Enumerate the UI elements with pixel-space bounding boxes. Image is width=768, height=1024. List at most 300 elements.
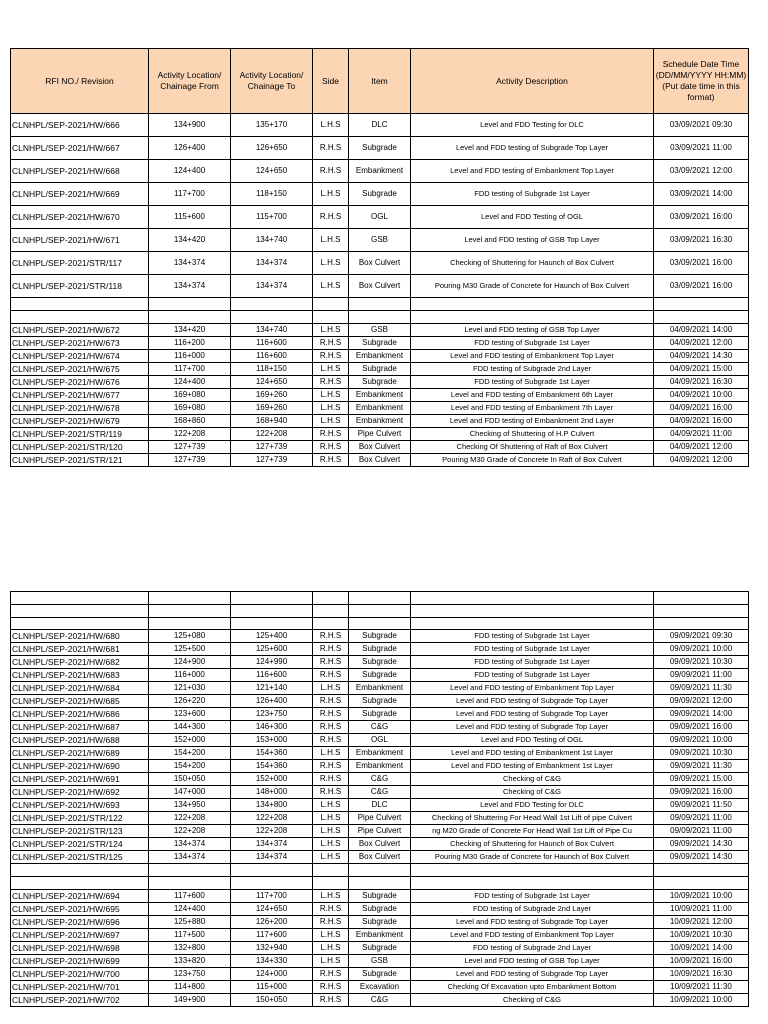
cell-rfi-no: CLNHPL/SEP-2021/HW/695 (11, 903, 149, 916)
cell-rfi-no: CLNHPL/SEP-2021/HW/688 (11, 734, 149, 747)
rfi-table-top (10, 48, 749, 467)
cell-chainage-to: 150+050 (231, 994, 313, 1007)
cell-activity-description: FDD testing of Subgrade 1st Layer (411, 337, 654, 350)
cell-side: R.H.S (313, 376, 349, 389)
cell-chainage-from: 134+420 (149, 229, 231, 252)
cell-chainage-from: 133+820 (149, 955, 231, 968)
cell-schedule-date: 09/09/2021 14:30 (654, 851, 749, 864)
cell-schedule-date: 09/09/2021 10:30 (654, 747, 749, 760)
cell-schedule-date: 10/09/2021 10:00 (654, 994, 749, 1007)
cell-item: C&G (349, 721, 411, 734)
cell-chainage-to: 115+700 (231, 206, 313, 229)
cell-rfi-no: CLNHPL/SEP-2021/HW/673 (11, 337, 149, 350)
cell-schedule-date: 09/09/2021 12:00 (654, 695, 749, 708)
cell-schedule-date: 10/09/2021 11:30 (654, 981, 749, 994)
cell-chainage-to: 126+400 (231, 695, 313, 708)
cell-rfi-no: CLNHPL/SEP-2021/HW/689 (11, 747, 149, 760)
cell-schedule-date: 04/09/2021 10:00 (654, 389, 749, 402)
cell-schedule-date: 04/09/2021 11:00 (654, 428, 749, 441)
cell-side: R.H.S (313, 206, 349, 229)
cell-side: R.H.S (313, 160, 349, 183)
cell-chainage-to: 125+600 (231, 643, 313, 656)
cell-rfi-no: CLNHPL/SEP-2021/HW/677 (11, 389, 149, 402)
cell-activity-description: FDD testing of Subgrade 1st Layer (411, 183, 654, 206)
cell-rfi-no: CLNHPL/SEP-2021/HW/676 (11, 376, 149, 389)
spacer-rows (11, 298, 749, 324)
table-row (11, 669, 749, 682)
cell-rfi-no: CLNHPL/SEP-2021/HW/693 (11, 799, 149, 812)
cell-chainage-from: 126+220 (149, 695, 231, 708)
cell-side: L.H.S (313, 114, 349, 137)
table-row (11, 825, 749, 838)
cell-schedule-date: 09/09/2021 11:30 (654, 760, 749, 773)
cell-activity-description: FDD testing of Subgrade 1st Layer (411, 669, 654, 682)
cell-item: Excavation (349, 981, 411, 994)
cell-chainage-to: 121+140 (231, 682, 313, 695)
cell-chainage-to: 169+260 (231, 402, 313, 415)
cell-item: Subgrade (349, 916, 411, 929)
cell-chainage-to: 122+208 (231, 812, 313, 825)
cell-activity-description: Level and FDD Testing of OGL (411, 734, 654, 747)
cell-schedule-date: 04/09/2021 16:00 (654, 415, 749, 428)
cell-activity-description: FDD testing of Subgrade 2nd Layer (411, 903, 654, 916)
cell-schedule-date: 10/09/2021 10:00 (654, 890, 749, 903)
table-row (11, 695, 749, 708)
cell-item: Subgrade (349, 656, 411, 669)
cell-activity-description: Level and FDD testing of Subgrade Top Layer (411, 916, 654, 929)
cell-side: R.H.S (313, 903, 349, 916)
cell-item: Subgrade (349, 643, 411, 656)
cell-rfi-no: CLNHPL/SEP-2021/STR/121 (11, 454, 149, 467)
header-side: Side (313, 49, 349, 114)
cell-schedule-date: 04/09/2021 12:00 (654, 441, 749, 454)
cell-rfi-no: CLNHPL/SEP-2021/HW/694 (11, 890, 149, 903)
cell-chainage-from: 116+200 (149, 337, 231, 350)
cell-activity-description: Checking of C&G (411, 773, 654, 786)
table-row (11, 643, 749, 656)
cell-chainage-to: 117+700 (231, 890, 313, 903)
cell-chainage-from: 117+500 (149, 929, 231, 942)
cell-schedule-date: 09/09/2021 15:00 (654, 773, 749, 786)
table-row (11, 786, 749, 799)
cell-side: R.H.S (313, 708, 349, 721)
cell-side: R.H.S (313, 137, 349, 160)
cell-chainage-to: 146+300 (231, 721, 313, 734)
table-row (11, 183, 749, 206)
cell-chainage-to: 154+360 (231, 747, 313, 760)
table-row (11, 851, 749, 864)
cell-rfi-no: CLNHPL/SEP-2021/HW/684 (11, 682, 149, 695)
cell-chainage-to: 134+374 (231, 851, 313, 864)
cell-chainage-from: 144+300 (149, 721, 231, 734)
cell-schedule-date: 09/09/2021 11:30 (654, 682, 749, 695)
cell-chainage-to: 132+940 (231, 942, 313, 955)
cell-chainage-to: 154+360 (231, 760, 313, 773)
table-row (11, 916, 749, 929)
cell-schedule-date: 04/09/2021 16:30 (654, 376, 749, 389)
cell-chainage-from: 168+860 (149, 415, 231, 428)
cell-activity-description: Level and FDD Testing for DLC (411, 114, 654, 137)
table-row (11, 350, 749, 363)
cell-rfi-no: CLNHPL/SEP-2021/HW/680 (11, 630, 149, 643)
table-row (11, 812, 749, 825)
cell-side: R.H.S (313, 734, 349, 747)
cell-activity-description: Level and FDD testing of GSB Top Layer (411, 229, 654, 252)
cell-side: R.H.S (313, 786, 349, 799)
cell-item: Box Culvert (349, 838, 411, 851)
block-1-body (11, 114, 749, 298)
cell-activity-description: ng M20 Grade of Concrete For Head Wall 1st Lift of Pipe Cu (411, 825, 654, 838)
cell-schedule-date: 04/09/2021 12:00 (654, 454, 749, 467)
cell-side: R.H.S (313, 350, 349, 363)
cell-chainage-from: 121+030 (149, 682, 231, 695)
cell-item: Subgrade (349, 363, 411, 376)
cell-chainage-to: 126+650 (231, 137, 313, 160)
cell-side: L.H.S (313, 825, 349, 838)
table-row (11, 708, 749, 721)
cell-activity-description: Level and FDD testing of GSB Top Layer (411, 955, 654, 968)
table-row (11, 838, 749, 851)
cell-side: L.H.S (313, 229, 349, 252)
cell-item: GSB (349, 229, 411, 252)
cell-chainage-from: 152+000 (149, 734, 231, 747)
cell-side: R.H.S (313, 643, 349, 656)
table-row (11, 428, 749, 441)
table-row (11, 114, 749, 137)
cell-activity-description: Checking of Shuttering for Haunch of Box Culvert (411, 838, 654, 851)
cell-chainage-from: 122+208 (149, 812, 231, 825)
cell-side: R.H.S (313, 454, 349, 467)
table-row (11, 454, 749, 467)
cell-schedule-date: 03/09/2021 16:00 (654, 206, 749, 229)
cell-rfi-no: CLNHPL/SEP-2021/HW/675 (11, 363, 149, 376)
cell-chainage-to: 169+260 (231, 389, 313, 402)
cell-schedule-date: 04/09/2021 16:00 (654, 402, 749, 415)
cell-schedule-date: 09/09/2021 10:00 (654, 643, 749, 656)
cell-schedule-date: 09/09/2021 11:00 (654, 825, 749, 838)
cell-chainage-to: 115+000 (231, 981, 313, 994)
cell-chainage-from: 123+600 (149, 708, 231, 721)
cell-schedule-date: 10/09/2021 16:30 (654, 968, 749, 981)
cell-activity-description: Level and FDD testing of Embankment 7th Layer (411, 402, 654, 415)
cell-rfi-no: CLNHPL/SEP-2021/HW/682 (11, 656, 149, 669)
cell-chainage-to: 124+650 (231, 160, 313, 183)
rfi-table-bottom (10, 591, 749, 1007)
cell-schedule-date: 03/09/2021 16:30 (654, 229, 749, 252)
cell-chainage-to: 124+650 (231, 376, 313, 389)
cell-schedule-date: 09/09/2021 11:00 (654, 669, 749, 682)
table-row (11, 229, 749, 252)
cell-activity-description: Level and FDD testing of Subgrade Top Layer (411, 695, 654, 708)
table-row (11, 415, 749, 428)
cell-chainage-to: 124+000 (231, 968, 313, 981)
cell-rfi-no: CLNHPL/SEP-2021/HW/668 (11, 160, 149, 183)
table-row (11, 630, 749, 643)
cell-chainage-to: 122+208 (231, 825, 313, 838)
cell-activity-description: Level and FDD testing of Embankment Top Layer (411, 350, 654, 363)
cell-chainage-from: 134+900 (149, 114, 231, 137)
cell-rfi-no: CLNHPL/SEP-2021/HW/678 (11, 402, 149, 415)
cell-chainage-from: 125+880 (149, 916, 231, 929)
cell-chainage-from: 126+400 (149, 137, 231, 160)
cell-schedule-date: 10/09/2021 12:00 (654, 916, 749, 929)
cell-activity-description: Level and FDD testing of Subgrade Top Layer (411, 721, 654, 734)
cell-rfi-no: CLNHPL/SEP-2021/HW/670 (11, 206, 149, 229)
table-row (11, 275, 749, 298)
header-row (11, 49, 749, 114)
cell-side: L.H.S (313, 929, 349, 942)
cell-side: L.H.S (313, 415, 349, 428)
cell-item: Box Culvert (349, 454, 411, 467)
cell-activity-description: Pouring M30 Grade of Concrete for Haunch of Box Culvert (411, 275, 654, 298)
cell-item: DLC (349, 114, 411, 137)
table-row (11, 721, 749, 734)
cell-schedule-date: 09/09/2021 09:30 (654, 630, 749, 643)
cell-activity-description: Level and FDD testing of Embankment 6th Layer (411, 389, 654, 402)
cell-rfi-no: CLNHPL/SEP-2021/HW/696 (11, 916, 149, 929)
cell-schedule-date: 03/09/2021 12:00 (654, 160, 749, 183)
cell-rfi-no: CLNHPL/SEP-2021/HW/667 (11, 137, 149, 160)
cell-chainage-to: 118+150 (231, 183, 313, 206)
table-row (11, 206, 749, 229)
cell-side: L.H.S (313, 955, 349, 968)
cell-schedule-date: 09/09/2021 14:30 (654, 838, 749, 851)
cell-item: Embankment (349, 747, 411, 760)
cell-item: Subgrade (349, 137, 411, 160)
cell-item: Embankment (349, 929, 411, 942)
cell-item: Subgrade (349, 337, 411, 350)
cell-activity-description: Level and FDD testing of Embankment 1st Layer (411, 747, 654, 760)
cell-chainage-from: 134+374 (149, 252, 231, 275)
cell-activity-description: Level and FDD testing of Embankment 1st Layer (411, 760, 654, 773)
cell-schedule-date: 04/09/2021 15:00 (654, 363, 749, 376)
cell-chainage-from: 127+739 (149, 454, 231, 467)
table-row (11, 363, 749, 376)
cell-activity-description: Level and FDD testing of Subgrade Top Layer (411, 137, 654, 160)
cell-item: DLC (349, 799, 411, 812)
cell-item: C&G (349, 786, 411, 799)
cell-chainage-from: 154+200 (149, 760, 231, 773)
header-rfi: RFI NO./ Revision (11, 49, 149, 114)
cell-chainage-from: 122+208 (149, 428, 231, 441)
cell-item: Subgrade (349, 695, 411, 708)
cell-side: L.H.S (313, 942, 349, 955)
cell-chainage-from: 154+200 (149, 747, 231, 760)
cell-chainage-from: 124+400 (149, 160, 231, 183)
cell-chainage-from: 132+800 (149, 942, 231, 955)
cell-side: R.H.S (313, 656, 349, 669)
cell-schedule-date: 03/09/2021 11:00 (654, 137, 749, 160)
cell-chainage-from: 169+080 (149, 389, 231, 402)
cell-rfi-no: CLNHPL/SEP-2021/STR/120 (11, 441, 149, 454)
cell-chainage-to: 134+374 (231, 252, 313, 275)
cell-side: R.H.S (313, 441, 349, 454)
cell-chainage-from: 150+050 (149, 773, 231, 786)
cell-chainage-to: 134+740 (231, 229, 313, 252)
cell-chainage-to: 134+374 (231, 275, 313, 298)
cell-chainage-from: 116+000 (149, 350, 231, 363)
cell-rfi-no: CLNHPL/SEP-2021/HW/683 (11, 669, 149, 682)
table-row (11, 942, 749, 955)
cell-side: R.H.S (313, 428, 349, 441)
cell-side: L.H.S (313, 747, 349, 760)
table-row (11, 747, 749, 760)
cell-activity-description: Pouring M30 Grade of Concrete for Haunch of Box Culvert (411, 851, 654, 864)
cell-chainage-from: 134+950 (149, 799, 231, 812)
cell-item: Pipe Culvert (349, 812, 411, 825)
cell-item: Box Culvert (349, 275, 411, 298)
cell-side: L.H.S (313, 851, 349, 864)
cell-side: L.H.S (313, 389, 349, 402)
spacer-rows-top (11, 592, 749, 630)
cell-rfi-no: CLNHPL/SEP-2021/HW/672 (11, 324, 149, 337)
cell-side: L.H.S (313, 183, 349, 206)
cell-chainage-to: 116+600 (231, 350, 313, 363)
cell-chainage-to: 134+330 (231, 955, 313, 968)
cell-chainage-from: 134+420 (149, 324, 231, 337)
cell-rfi-no: CLNHPL/SEP-2021/HW/679 (11, 415, 149, 428)
cell-side: L.H.S (313, 252, 349, 275)
cell-chainage-to: 124+990 (231, 656, 313, 669)
cell-activity-description: Level and FDD testing of Subgrade Top Layer (411, 708, 654, 721)
cell-side: L.H.S (313, 402, 349, 415)
table-row (11, 656, 749, 669)
cell-schedule-date: 10/09/2021 14:00 (654, 942, 749, 955)
table-row (11, 160, 749, 183)
cell-activity-description: Level and FDD testing of Subgrade Top Layer (411, 968, 654, 981)
cell-side: L.H.S (313, 682, 349, 695)
table-row (11, 324, 749, 337)
cell-item: Subgrade (349, 630, 411, 643)
table-row (11, 903, 749, 916)
cell-item: Pipe Culvert (349, 428, 411, 441)
cell-schedule-date: 03/09/2021 16:00 (654, 275, 749, 298)
cell-chainage-from: 117+700 (149, 363, 231, 376)
cell-side: R.H.S (313, 994, 349, 1007)
cell-activity-description: Level and FDD Testing of OGL (411, 206, 654, 229)
table-row (11, 929, 749, 942)
cell-chainage-to: 125+400 (231, 630, 313, 643)
cell-chainage-from: 122+208 (149, 825, 231, 838)
cell-schedule-date: 09/09/2021 11:50 (654, 799, 749, 812)
cell-item: Subgrade (349, 708, 411, 721)
cell-chainage-from: 116+000 (149, 669, 231, 682)
cell-schedule-date: 09/09/2021 11:00 (654, 812, 749, 825)
cell-chainage-from: 134+374 (149, 851, 231, 864)
cell-rfi-no: CLNHPL/SEP-2021/STR/124 (11, 838, 149, 851)
cell-chainage-from: 123+750 (149, 968, 231, 981)
table-row (11, 994, 749, 1007)
cell-chainage-to: 168+940 (231, 415, 313, 428)
cell-side: L.H.S (313, 890, 349, 903)
cell-chainage-to: 148+000 (231, 786, 313, 799)
cell-chainage-to: 127+739 (231, 441, 313, 454)
cell-rfi-no: CLNHPL/SEP-2021/HW/666 (11, 114, 149, 137)
header-schedule-date: Schedule Date Time (DD/MM/YYYY HH:MM) (Put date time in this format) (654, 49, 749, 114)
cell-item: Embankment (349, 389, 411, 402)
cell-activity-description: Checking of C&G (411, 786, 654, 799)
cell-chainage-from: 169+080 (149, 402, 231, 415)
cell-activity-description: Checking of Shuttering for Haunch of Box Culvert (411, 252, 654, 275)
cell-activity-description: Checking of Shuttering For Head Wall 1st Lift of pipe Culvert (411, 812, 654, 825)
cell-schedule-date: 04/09/2021 14:00 (654, 324, 749, 337)
table-row (11, 337, 749, 350)
cell-chainage-from: 134+374 (149, 275, 231, 298)
cell-side: R.H.S (313, 630, 349, 643)
cell-chainage-from: 124+900 (149, 656, 231, 669)
cell-side: R.H.S (313, 337, 349, 350)
block-2-body (11, 324, 749, 467)
table-row (11, 252, 749, 275)
table-row (11, 955, 749, 968)
cell-chainage-from: 149+900 (149, 994, 231, 1007)
cell-activity-description: FDD testing of Subgrade 1st Layer (411, 643, 654, 656)
cell-chainage-from: 115+600 (149, 206, 231, 229)
cell-rfi-no: CLNHPL/SEP-2021/STR/119 (11, 428, 149, 441)
cell-side: R.H.S (313, 968, 349, 981)
cell-item: GSB (349, 324, 411, 337)
cell-item: Subgrade (349, 968, 411, 981)
cell-chainage-from: 127+739 (149, 441, 231, 454)
cell-side: L.H.S (313, 363, 349, 376)
block-3-body (11, 630, 749, 864)
cell-schedule-date: 09/09/2021 10:00 (654, 734, 749, 747)
cell-item: Subgrade (349, 903, 411, 916)
cell-schedule-date: 04/09/2021 12:00 (654, 337, 749, 350)
cell-rfi-no: CLNHPL/SEP-2021/HW/702 (11, 994, 149, 1007)
cell-schedule-date: 10/09/2021 11:00 (654, 903, 749, 916)
cell-schedule-date: 03/09/2021 09:30 (654, 114, 749, 137)
cell-item: Box Culvert (349, 441, 411, 454)
cell-item: Subgrade (349, 376, 411, 389)
cell-schedule-date: 09/09/2021 14:00 (654, 708, 749, 721)
cell-activity-description: Pouring M30 Grade of Concrete In Raft of Box Culvert (411, 454, 654, 467)
cell-side: L.H.S (313, 799, 349, 812)
cell-rfi-no: CLNHPL/SEP-2021/HW/692 (11, 786, 149, 799)
cell-item: C&G (349, 994, 411, 1007)
header-item: Item (349, 49, 411, 114)
table-row (11, 137, 749, 160)
block-4-body (11, 890, 749, 1007)
cell-item: Embankment (349, 350, 411, 363)
cell-chainage-to: 117+600 (231, 929, 313, 942)
cell-chainage-from: 134+374 (149, 838, 231, 851)
table-row (11, 890, 749, 903)
cell-side: R.H.S (313, 721, 349, 734)
cell-side: R.H.S (313, 981, 349, 994)
cell-chainage-to: 116+600 (231, 669, 313, 682)
cell-chainage-from: 124+400 (149, 903, 231, 916)
cell-item: OGL (349, 734, 411, 747)
cell-chainage-to: 134+740 (231, 324, 313, 337)
cell-item: Embankment (349, 402, 411, 415)
cell-side: R.H.S (313, 760, 349, 773)
cell-rfi-no: CLNHPL/SEP-2021/HW/701 (11, 981, 149, 994)
table-row (11, 981, 749, 994)
cell-schedule-date: 04/09/2021 14:30 (654, 350, 749, 363)
cell-chainage-from: 124+400 (149, 376, 231, 389)
cell-item: OGL (349, 206, 411, 229)
cell-activity-description: Level and FDD testing of Embankment Top Layer (411, 160, 654, 183)
cell-chainage-from: 147+000 (149, 786, 231, 799)
cell-chainage-to: 118+150 (231, 363, 313, 376)
table-row (11, 389, 749, 402)
cell-chainage-to: 135+170 (231, 114, 313, 137)
header-chainage-from: Activity Location/ Chainage From (149, 49, 231, 114)
cell-chainage-to: 123+750 (231, 708, 313, 721)
cell-chainage-to: 122+208 (231, 428, 313, 441)
cell-chainage-from: 125+080 (149, 630, 231, 643)
